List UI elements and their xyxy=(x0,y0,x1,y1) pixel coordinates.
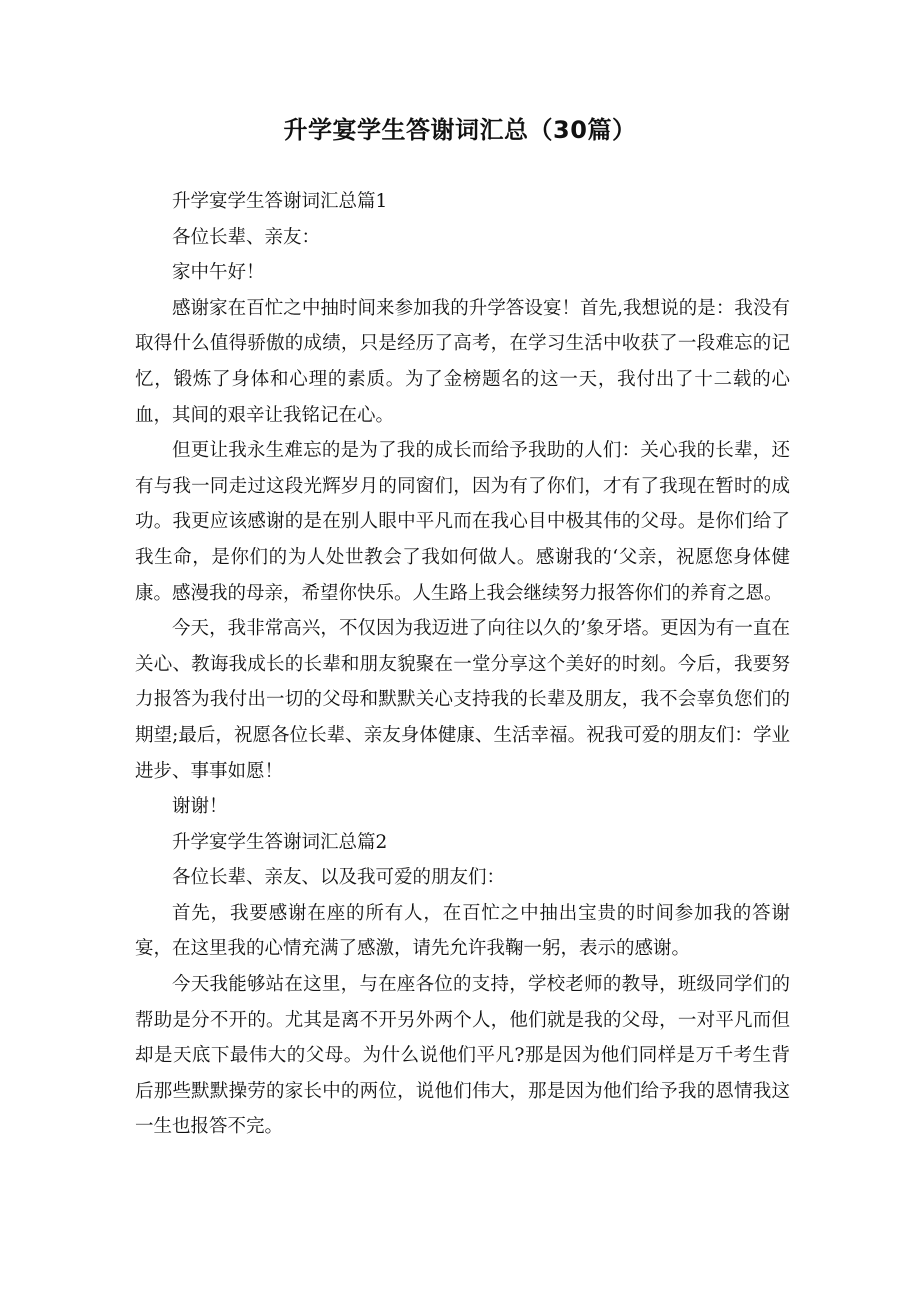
salutation: 各位长辈、亲友： xyxy=(172,226,321,248)
body-paragraph: 今天，我非常高兴，不仅因为我迈进了向往以久的’象牙塔。更因为有一直在关心、教诲我成长的长辈和朋友貌聚在一堂分享这个美好的时刻。今后，我要努力报答为我付出一切的父母和默默关心支持我的长辈及朋友，我不会辜负您们的期望;最后，祝愿各位长辈、亲友身体健康、生活幸福。祝我可爱的朋友们：学业进步、事事如愿！ xyxy=(135,618,790,782)
section-heading-2: 升学宴学生答谢词汇总篇2 xyxy=(172,831,388,853)
body-paragraph: 感谢家在百忙之中抽时间来参加我的升学答设宴！首先,我想说的是：我没有取得什么值得骄傲的成绩，只是经历了高考，在学习生活中收获了一段难忘的记忆，锻炼了身体和心理的素质。为了金榜题名的这一天，我付出了十二载的心血，其间的艰辛让我铭记在心。 xyxy=(135,297,790,426)
salutation: 各位长辈、亲友、以及我可爱的朋友们： xyxy=(172,867,506,889)
greeting: 家中午好！ xyxy=(172,262,265,284)
document-title: 升学宴学生答谢词汇总（30篇） xyxy=(283,116,637,144)
body-paragraph: 首先，我要感谢在座的所有人，在百忙之中抽出宝贵的时间参加我的答谢宴，在这里我的心情充满了感激，请先允许我鞠一躬，表示的感谢。 xyxy=(135,902,790,960)
body-paragraph: 但更让我永生难忘的是为了我的成长而给予我助的人们：关心我的长辈，还有与我一同走过这段光辉岁月的同窗们，因为有了你们，才有了我现在暂时的成功。我更应该感谢的是在别人眼中平凡而在我心目中极其伟的父母。是你们给了我生命，是你们的为人处世教会了我如何做人。感谢我的‘父亲，祝愿您身体健康。感漫我的母亲，希望你快乐。人生路上我会继续努力报答你们的养育之恩。 xyxy=(135,440,790,604)
body-paragraph: 今天我能够站在这里，与在座各位的支持，学校老师的教导，班级同学们的帮助是分不开的。尤其是离不开另外两个人，他们就是我的父母，一对平凡而但却是天底下最伟大的父母。为什么说他们平凡?那是因为他们同样是万千考生背后那些默默操劳的家长中的两位，说他们伟大，那是因为他们给予我的恩情我这一生也报答不完。 xyxy=(135,974,790,1138)
document-body xyxy=(135,184,790,1145)
closing-thanks: 谢谢！ xyxy=(172,796,228,818)
section-heading-1: 升学宴学生答谢词汇总篇1 xyxy=(172,191,388,212)
